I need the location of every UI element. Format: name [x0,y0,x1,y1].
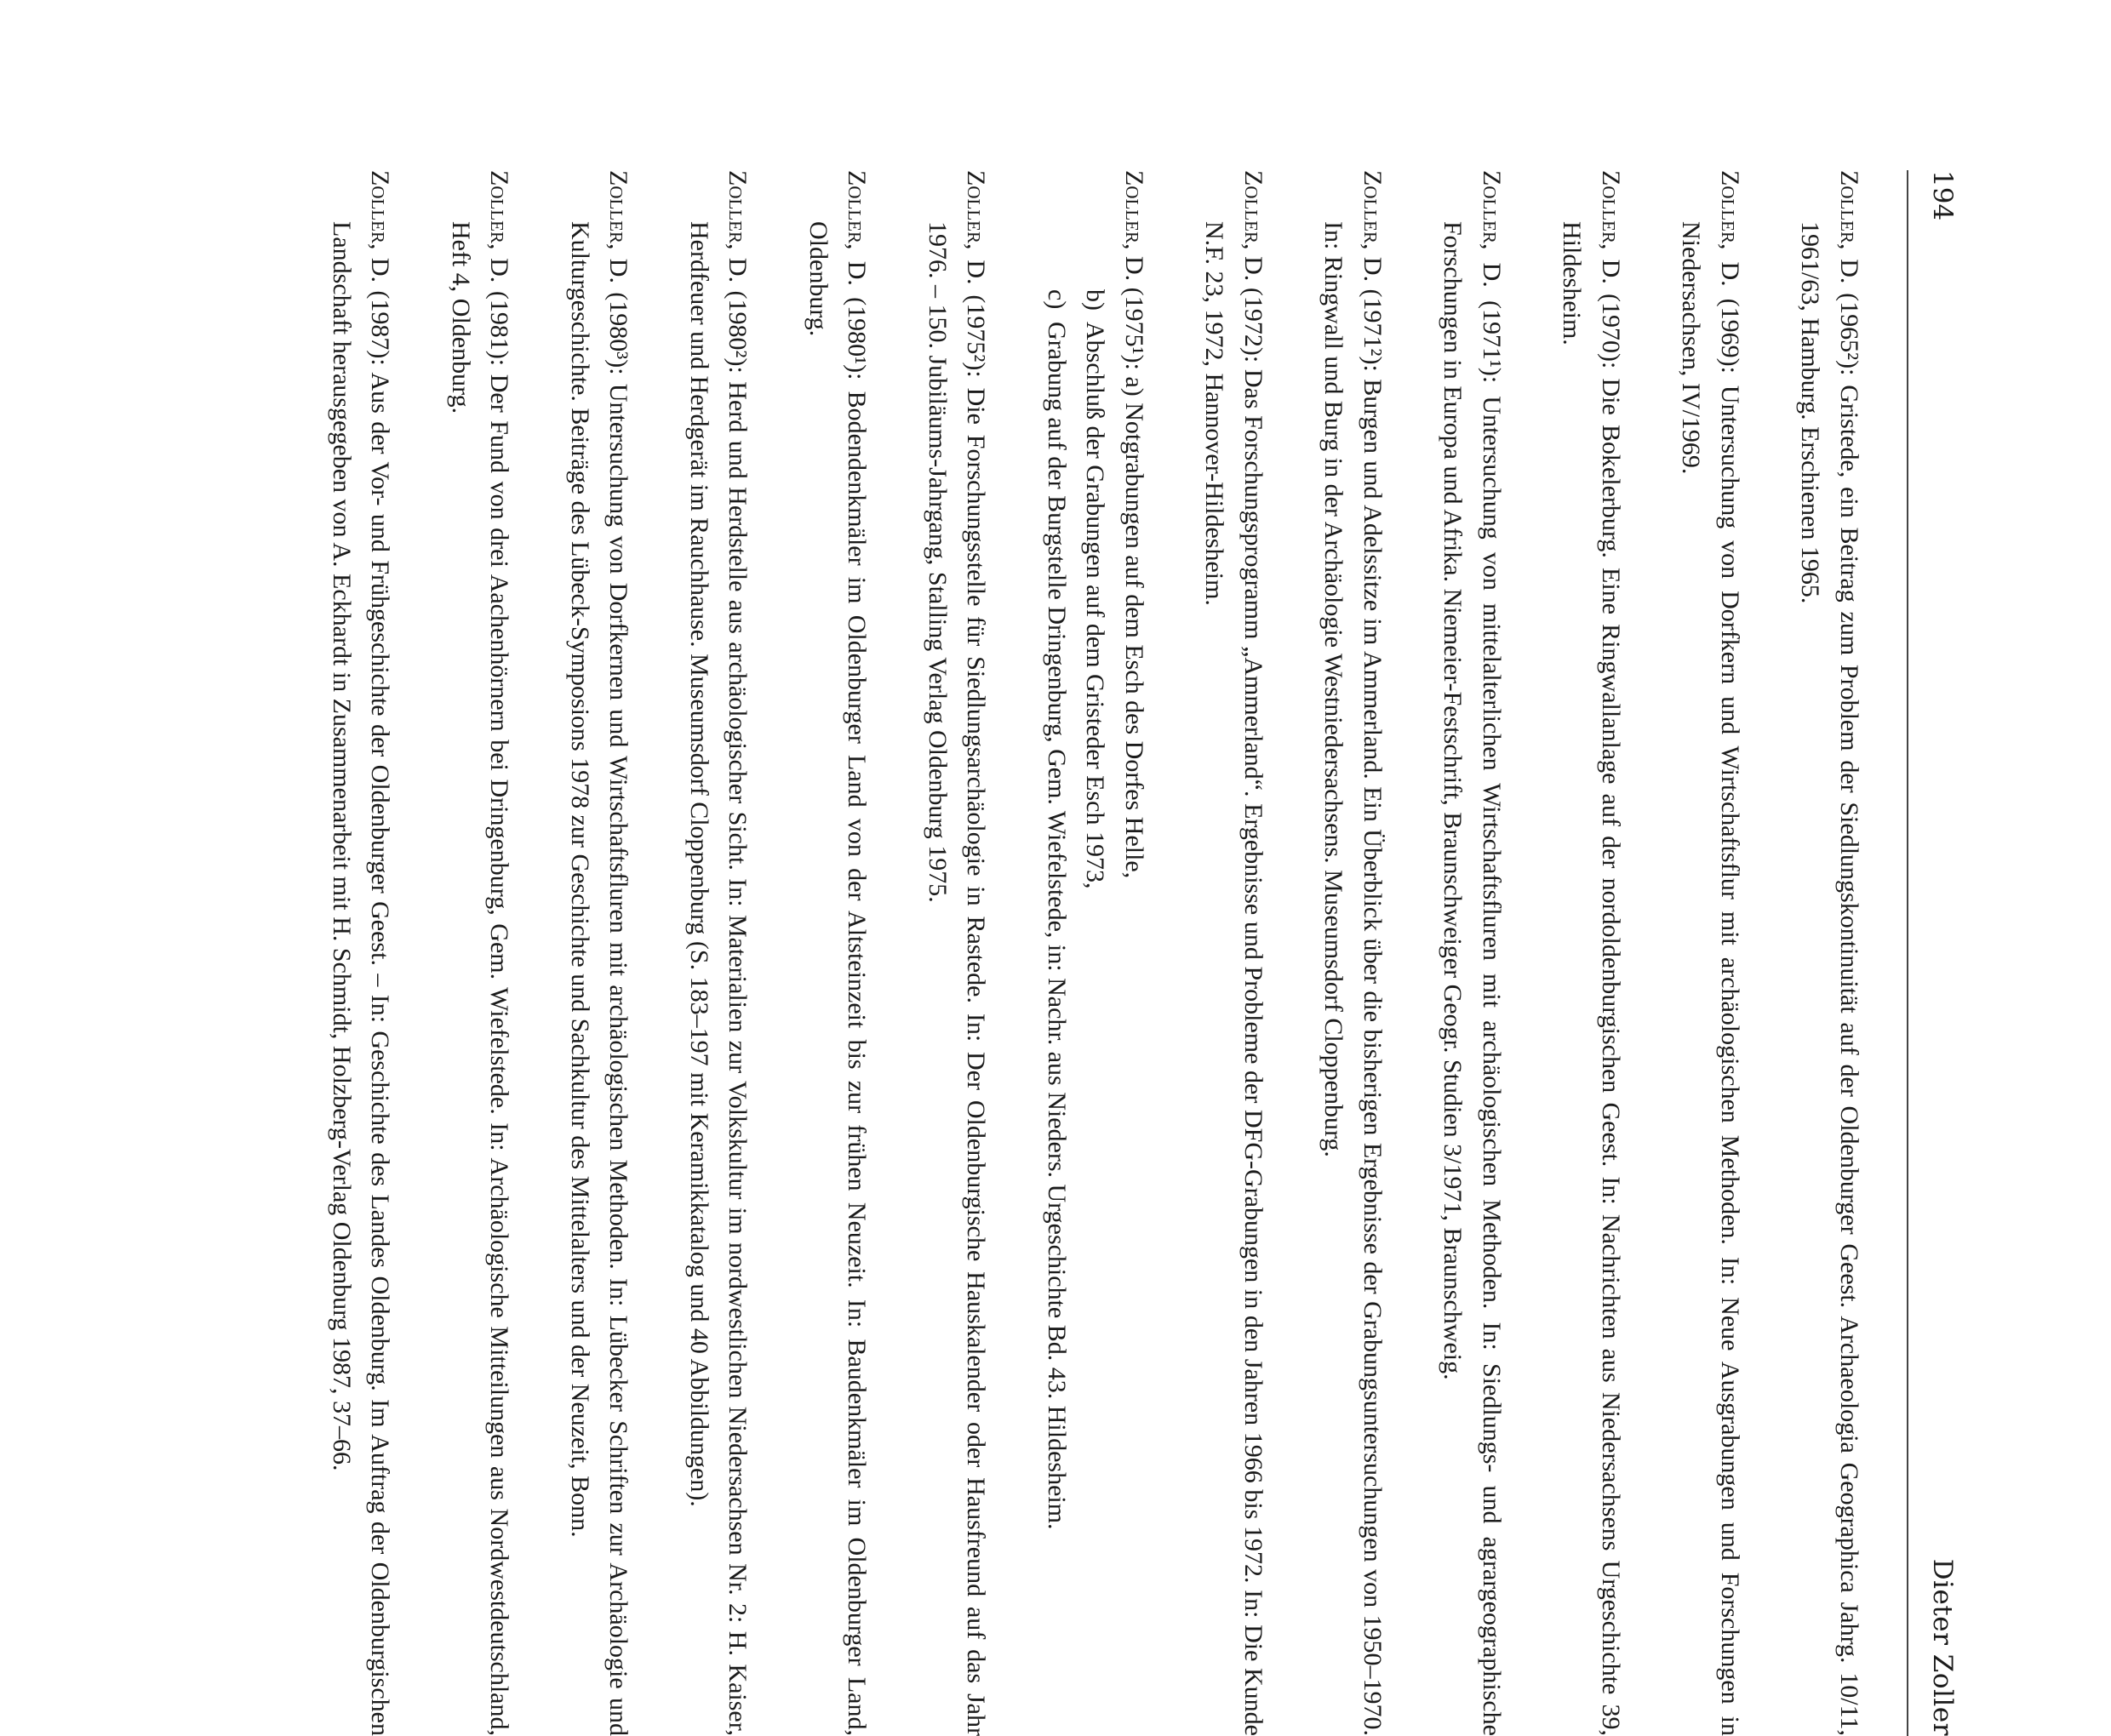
bibliography-entry [442,170,519,1736]
bibliography-entry [1672,170,1749,1736]
entry-text: , D. (1980¹): Bodendenkmäler im Oldenburger Land von der Altsteinzeit bis zur frühen Neuzeit. In: Baudenkmäler im Oldenburger Land, Oldenburg. [804,221,872,1736]
bibliography-entry [918,170,996,1736]
entry-text: , D. (1980²): Herd und Herdstelle aus archäologischer Sicht. In: Materialien zur Volkskultur im nordwestlichen Niedersachsen Nr. 2: H. Kaiser, Herdfeuer und Herdgerät im Rauchhause. Museumsdorf Cloppenburg (S. 183–197 mit Keramikkatalog und 40 Abbildungen). [685,221,752,1736]
entry-text: , D. (1971²): Burgen und Adelssitze im Ammerland. Ein Überblick über die bisherigen Ergebnisse der Grabungsuntersuchungen von 1950–1970. In: Ringwall und Burg in der Archäologie Westniedersachsens. Museumsdorf Cloppenburg. [1319,221,1387,1736]
entry-author: Zoller [724,170,752,243]
bibliography-entry [1553,170,1630,1736]
entry-author: Zoller [604,170,633,243]
entry-text: , D. (1981): Der Fund von drei Aachenhörnern bei Dringenburg, Gem. Wiefelstede. In: Archäologische Mitteilungen aus Nordwestdeutschland, Heft 4, Oldenburg. [447,221,514,1736]
entry-author: Zoller [1239,170,1267,243]
subitem-text: Grabung auf der Burgstelle Dringenburg, Gem. Wiefelstede, in: Nachr. aus Nieders. Urgeschichte Bd. 43. Hildesheim. [1043,322,1071,1530]
entry-subitem [1038,221,1077,1736]
subitem-label: b) [1081,289,1110,311]
entry-author: Zoller [1478,170,1506,243]
entry-author: Zoller [1835,170,1863,243]
bibliography-entry [1038,170,1154,1736]
entry-author: Zoller [1597,170,1625,243]
bibliography-entry [680,170,758,1736]
entry-text: , D. (1965²): Gristede, ein Beitrag zum Problem der Siedlungskontinuität auf der Oldenburger Geest. Archaeologia Geographica Jahrg. 10/11, 1961/63, Hamburg. Erschienen 1965. [1796,221,1863,1736]
entry-subitem [1076,221,1115,1736]
subitem-label: c) [1043,289,1071,310]
page-number: 194 [1927,170,1958,221]
entry-author: Zoller [1716,170,1744,243]
subitem-text: Abschluß der Grabungen auf dem Gristeder Esch 1973, [1081,322,1110,889]
entry-author: Zoller [485,170,514,243]
entry-text: , D. (1970): Die Bokelerburg. Eine Ringwallanlage auf der nordoldenburgischen Geest. In: Nachrichten aus Niedersachsens Urgeschichte 39, Hildesheim. [1558,221,1625,1736]
entry-text: , D. (1971¹): Untersuchung von mittelalterlichen Wirtschaftsfluren mit archäologischen Methoden. In: Siedlungs- und agrargeographische Forschungen in Europa und Afrika. Niemeier-Festschrift, Braunschweiger Geogr. Studien 3/1971, Braunschweig. [1439,221,1506,1736]
bibliography-entry [1195,170,1273,1736]
bibliography-entry [799,170,877,1736]
running-head: Dieter Zoller [1927,1558,1958,1736]
entry-text: , D. (1975¹): a) Notgrabungen auf dem Esch des Dorfes Helle, [1120,243,1148,879]
entry-author: Zoller [843,170,872,243]
page-header [1907,170,1958,1736]
entry-text: , D. (1972): Das Forschungsprogramm „Ammerland“. Ergebnisse und Probleme der DFG-Grabungen in den Jahren 1966 bis 1972. In: Die Kunde N.F. 23, 1972, Hannover-Hildesheim. [1200,221,1267,1736]
bibliography-entry [323,170,400,1736]
entry-author: Zoller [1359,170,1387,243]
bibliography-entry [1314,170,1392,1736]
bibliography-entry [1791,170,1868,1736]
header-rule [1907,170,1908,1736]
bibliography-entry [561,170,638,1736]
entry-text: , D. (1969): Untersuchung von Dorfkern und Wirtschaftsflur mit archäologischen Methoden. In: Neue Ausgrabungen und Forschungen in Niedersachsen, IV/1969. [1677,221,1744,1736]
entry-text: , D. (1987): Aus der Vor- und Frühgeschichte der Oldenburger Geest. – In: Geschichte des Landes Oldenburg. Im Auftrag der Oldenburgischen Landschaft herausgegeben von A. Eckhardt in Zusammenarbeit mit H. Schmidt, Holzberg-Verlag Oldenburg 1987, 37–66. [328,221,395,1736]
entry-author: Zoller [366,170,395,243]
bibliography-list [281,170,1895,1736]
entry-text: , D. (1975²): Die Forschungsstelle für Siedlungsarchäologie in Rastede. In: Der Oldenburgische Hauskalender oder Hausfreund auf das Jahr 1976. – 150. Jubiläums-Jahrgang, Stalling Verlag Oldenburg 1975. [924,221,991,1736]
entry-author: Zoller [962,170,991,243]
bibliography-entry [1433,170,1511,1736]
entry-author: Zoller [1120,170,1148,243]
entry-text: , D. (1980³): Untersuchung von Dorfkernen und Wirtschaftsfluren mit archäologischen Methoden. In: Lübecker Schriften zur Archäologie und Kulturgeschichte. Beiträge des Lübeck-Symposions 1978 zur Geschichte und Sachkultur des Mittelalters und der Neuzeit, Bonn. [566,221,633,1736]
